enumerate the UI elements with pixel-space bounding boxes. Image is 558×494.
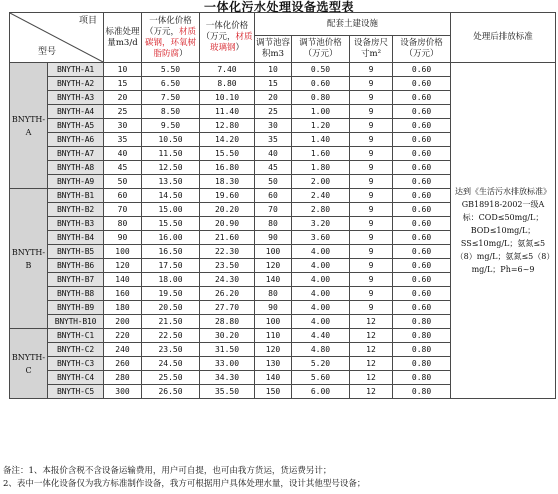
cell-room-size: 9 (350, 203, 393, 217)
cell-tank-price: 4.40 (292, 329, 350, 343)
cell-price-fiberglass: 7.40 (200, 63, 255, 77)
cell-price-fiberglass: 16.80 (200, 161, 255, 175)
header-corner-cell (10, 13, 104, 63)
cell-room-price: 0.60 (393, 203, 451, 217)
cell-capacity: 10 (104, 63, 142, 77)
cell-room-size: 9 (350, 91, 393, 105)
cell-model: BNYTH-B1 (48, 189, 104, 203)
corner-label-item: 项目 (78, 16, 97, 26)
cell-price-carbon-steel: 22.50 (142, 329, 200, 343)
cell-room-size: 9 (350, 175, 393, 189)
cell-capacity: 90 (104, 231, 142, 245)
cell-room-price: 0.60 (393, 77, 451, 91)
cell-room-price: 0.80 (393, 385, 451, 399)
cell-tank-price: 1.20 (292, 119, 350, 133)
cell-tank-price: 2.40 (292, 189, 350, 203)
cell-price-fiberglass: 21.60 (200, 231, 255, 245)
price-gfrp-material: 材质玻璃钢 (209, 32, 253, 53)
cell-room-price: 0.80 (393, 329, 451, 343)
cell-room-price: 0.60 (393, 231, 451, 245)
cell-room-price: 0.60 (393, 259, 451, 273)
cell-room-size: 9 (350, 63, 393, 77)
cell-tank-volume: 40 (255, 147, 292, 161)
cell-price-carbon-steel: 20.50 (142, 301, 200, 315)
cell-price-fiberglass: 31.50 (200, 343, 255, 357)
cell-room-price: 0.60 (393, 175, 451, 189)
cell-room-size: 9 (350, 301, 393, 315)
cell-model: BNYTH-C1 (48, 329, 104, 343)
col-header-room-size: 设备房尺寸m² (350, 36, 393, 63)
cell-capacity: 200 (104, 315, 142, 329)
cell-capacity: 40 (104, 147, 142, 161)
cell-tank-price: 2.80 (292, 203, 350, 217)
cell-room-price: 0.80 (393, 343, 451, 357)
cell-price-fiberglass: 20.90 (200, 217, 255, 231)
cell-price-carbon-steel: 6.50 (142, 77, 200, 91)
cell-price-fiberglass: 8.80 (200, 77, 255, 91)
table-body (10, 63, 556, 399)
cell-room-size: 9 (350, 287, 393, 301)
cell-capacity: 180 (104, 301, 142, 315)
cell-tank-price: 4.00 (292, 287, 350, 301)
cell-capacity: 100 (104, 245, 142, 259)
cell-room-size: 9 (350, 273, 393, 287)
cell-model: BNYTH-B10 (48, 315, 104, 329)
cell-room-price: 0.80 (393, 371, 451, 385)
col-header-discharge-standard: 处理后排放标准 (451, 13, 556, 63)
cell-price-fiberglass: 22.30 (200, 245, 255, 259)
cell-tank-volume: 70 (255, 203, 292, 217)
cell-tank-price: 4.00 (292, 259, 350, 273)
cell-model: BNYTH-B4 (48, 231, 104, 245)
cell-tank-volume: 150 (255, 385, 292, 399)
cell-tank-volume: 140 (255, 371, 292, 385)
cell-capacity: 280 (104, 371, 142, 385)
cell-room-price: 0.80 (393, 315, 451, 329)
cell-capacity: 260 (104, 357, 142, 371)
cell-tank-volume: 80 (255, 287, 292, 301)
col-header-room-price: 设备房价格（万元） (393, 36, 451, 63)
cell-room-price: 0.60 (393, 105, 451, 119)
cell-price-carbon-steel: 5.50 (142, 63, 200, 77)
cell-room-price: 0.60 (393, 63, 451, 77)
cell-capacity: 160 (104, 287, 142, 301)
cell-tank-price: 3.20 (292, 217, 350, 231)
cell-capacity: 300 (104, 385, 142, 399)
cell-room-size: 9 (350, 217, 393, 231)
cell-tank-volume: 15 (255, 77, 292, 91)
cell-price-carbon-steel: 7.50 (142, 91, 200, 105)
cell-tank-volume: 45 (255, 161, 292, 175)
cell-capacity: 20 (104, 91, 142, 105)
cell-tank-price: 4.00 (292, 273, 350, 287)
cell-tank-volume: 120 (255, 343, 292, 357)
col-header-tank-volume: 调节池容积m3 (255, 36, 292, 63)
cell-tank-volume: 80 (255, 217, 292, 231)
note-line-2: 2、表中一体化设备仅为我方标准制作设备，我方可根据用户具体处理水量，设计其他型号设备； (3, 479, 366, 489)
corner-label-model: 型号 (38, 47, 57, 57)
cell-tank-price: 5.20 (292, 357, 350, 371)
cell-price-fiberglass: 12.80 (200, 119, 255, 133)
cell-tank-price: 3.60 (292, 231, 350, 245)
cell-tank-volume: 35 (255, 133, 292, 147)
cell-price-fiberglass: 14.20 (200, 133, 255, 147)
cell-price-fiberglass: 26.20 (200, 287, 255, 301)
cell-tank-price: 0.50 (292, 63, 350, 77)
cell-tank-volume: 140 (255, 273, 292, 287)
cell-room-price: 0.60 (393, 133, 451, 147)
cell-room-price: 0.60 (393, 217, 451, 231)
cell-tank-price: 1.00 (292, 105, 350, 119)
cell-room-size: 9 (350, 189, 393, 203)
series-cell: BNYTH-A (10, 63, 48, 189)
col-header-tank-price: 调节池价格（万元） (292, 36, 350, 63)
cell-price-carbon-steel: 26.50 (142, 385, 200, 399)
cell-price-fiberglass: 11.40 (200, 105, 255, 119)
price-gfrp-label: 一体化价格（万元， (201, 21, 249, 42)
note-line-1: 备注：1、本报价含税不含设备运输费用，用户可自提，也可由我方货运，货运费另计； (3, 466, 332, 476)
cell-room-size: 9 (350, 259, 393, 273)
cell-capacity: 35 (104, 133, 142, 147)
page-title: 一体化污水处理设备选型表 (203, 0, 354, 14)
cell-tank-price: 0.80 (292, 91, 350, 105)
price-gfrp-close: ） (235, 43, 245, 53)
cell-room-size: 9 (350, 245, 393, 259)
cell-model: BNYTH-A7 (48, 147, 104, 161)
cell-capacity: 25 (104, 105, 142, 119)
cell-tank-volume: 100 (255, 315, 292, 329)
cell-tank-price: 0.60 (292, 77, 350, 91)
cell-model: BNYTH-B8 (48, 287, 104, 301)
price-cs-close: ） (179, 48, 188, 59)
cell-room-size: 9 (350, 231, 393, 245)
col-header-capacity: 标准处理量m3/d (104, 13, 142, 63)
cell-price-carbon-steel: 16.50 (142, 245, 200, 259)
cell-model: BNYTH-B3 (48, 217, 104, 231)
col-header-price-fiberglass (200, 13, 255, 63)
cell-tank-price: 4.00 (292, 245, 350, 259)
cell-tank-price: 4.80 (292, 343, 350, 357)
cell-price-carbon-steel: 10.50 (142, 133, 200, 147)
cell-tank-price: 5.60 (292, 371, 350, 385)
discharge-standard-text: 达到《生活污水排放标准》GB18918-2002一级A标：COD≤50mg/L；BOD≤10mg/L；SS≤10mg/L；氨氮≤5（8）mg/L；氨氮≤5（8）mg/L；Ph=6~9 (451, 63, 556, 399)
cell-room-price: 0.60 (393, 287, 451, 301)
col-header-price-carbon-steel (142, 13, 200, 63)
cell-capacity: 220 (104, 329, 142, 343)
cell-price-fiberglass: 19.60 (200, 189, 255, 203)
col-header-civil-facilities: 配套土建设施 (255, 13, 451, 36)
price-cs-label: 一体化价格（万元， (144, 15, 192, 37)
cell-tank-price: 2.00 (292, 175, 350, 189)
cell-price-carbon-steel: 19.50 (142, 287, 200, 301)
cell-room-price: 0.60 (393, 189, 451, 203)
cell-model: BNYTH-A6 (48, 133, 104, 147)
cell-model: BNYTH-B7 (48, 273, 104, 287)
cell-room-price: 0.60 (393, 161, 451, 175)
cell-model: BNYTH-C3 (48, 357, 104, 371)
cell-model: BNYTH-A4 (48, 105, 104, 119)
cell-price-fiberglass: 23.50 (200, 259, 255, 273)
cell-room-size: 12 (350, 357, 393, 371)
cell-tank-volume: 120 (255, 259, 292, 273)
cell-price-carbon-steel: 23.50 (142, 343, 200, 357)
cell-model: BNYTH-B2 (48, 203, 104, 217)
cell-capacity: 240 (104, 343, 142, 357)
cell-price-fiberglass: 18.30 (200, 175, 255, 189)
cell-room-size: 12 (350, 385, 393, 399)
cell-price-carbon-steel: 15.50 (142, 217, 200, 231)
cell-price-carbon-steel: 25.50 (142, 371, 200, 385)
cell-room-price: 0.60 (393, 119, 451, 133)
cell-price-carbon-steel: 21.50 (142, 315, 200, 329)
cell-tank-volume: 90 (255, 231, 292, 245)
cell-room-price: 0.60 (393, 301, 451, 315)
cell-room-price: 0.60 (393, 147, 451, 161)
series-cell: BNYTH-B (10, 189, 48, 329)
cell-model: BNYTH-A9 (48, 175, 104, 189)
cell-price-carbon-steel: 12.50 (142, 161, 200, 175)
cell-model: BNYTH-C5 (48, 385, 104, 399)
cell-price-fiberglass: 20.20 (200, 203, 255, 217)
cell-price-carbon-steel: 17.50 (142, 259, 200, 273)
cell-room-size: 9 (350, 161, 393, 175)
cell-price-fiberglass: 28.80 (200, 315, 255, 329)
cell-model: BNYTH-A1 (48, 63, 104, 77)
cell-price-carbon-steel: 11.50 (142, 147, 200, 161)
cell-price-fiberglass: 15.50 (200, 147, 255, 161)
cell-price-fiberglass: 30.20 (200, 329, 255, 343)
cell-room-size: 12 (350, 315, 393, 329)
cell-room-size: 12 (350, 371, 393, 385)
series-cell: BNYTH-C (10, 329, 48, 399)
cell-tank-volume: 50 (255, 175, 292, 189)
cell-tank-volume: 20 (255, 91, 292, 105)
cell-price-fiberglass: 10.10 (200, 91, 255, 105)
cell-room-size: 9 (350, 147, 393, 161)
cell-model: BNYTH-C2 (48, 343, 104, 357)
cell-tank-volume: 30 (255, 119, 292, 133)
cell-tank-volume: 60 (255, 189, 292, 203)
cell-tank-price: 4.00 (292, 315, 350, 329)
cell-capacity: 50 (104, 175, 142, 189)
cell-capacity: 30 (104, 119, 142, 133)
cell-room-price: 0.60 (393, 273, 451, 287)
cell-tank-price: 1.80 (292, 161, 350, 175)
cell-price-carbon-steel: 24.50 (142, 357, 200, 371)
cell-model: BNYTH-B9 (48, 301, 104, 315)
cell-price-fiberglass: 34.30 (200, 371, 255, 385)
cell-room-size: 12 (350, 343, 393, 357)
cell-model: BNYTH-A2 (48, 77, 104, 91)
cell-price-carbon-steel: 9.50 (142, 119, 200, 133)
price-cs-material: 材质碳钢，环氧树脂防腐 (144, 26, 197, 59)
cell-capacity: 120 (104, 259, 142, 273)
cell-price-carbon-steel: 14.50 (142, 189, 200, 203)
table-row (10, 63, 556, 77)
cell-model: BNYTH-C4 (48, 371, 104, 385)
cell-tank-volume: 130 (255, 357, 292, 371)
cell-tank-price: 4.00 (292, 301, 350, 315)
cell-tank-price: 1.40 (292, 133, 350, 147)
cell-model: BNYTH-A8 (48, 161, 104, 175)
cell-capacity: 140 (104, 273, 142, 287)
cell-capacity: 45 (104, 161, 142, 175)
notes (3, 465, 555, 491)
cell-capacity: 80 (104, 217, 142, 231)
cell-price-carbon-steel: 15.00 (142, 203, 200, 217)
cell-model: BNYTH-B5 (48, 245, 104, 259)
cell-capacity: 60 (104, 189, 142, 203)
cell-tank-volume: 90 (255, 301, 292, 315)
cell-price-carbon-steel: 8.50 (142, 105, 200, 119)
cell-tank-price: 6.00 (292, 385, 350, 399)
cell-price-fiberglass: 24.30 (200, 273, 255, 287)
cell-room-size: 9 (350, 133, 393, 147)
cell-price-fiberglass: 27.70 (200, 301, 255, 315)
cell-price-carbon-steel: 13.50 (142, 175, 200, 189)
cell-price-carbon-steel: 18.00 (142, 273, 200, 287)
selection-table (9, 12, 556, 399)
cell-price-carbon-steel: 16.00 (142, 231, 200, 245)
cell-room-price: 0.80 (393, 357, 451, 371)
cell-price-fiberglass: 35.50 (200, 385, 255, 399)
cell-capacity: 15 (104, 77, 142, 91)
cell-room-size: 12 (350, 329, 393, 343)
cell-room-price: 0.60 (393, 245, 451, 259)
cell-tank-volume: 100 (255, 245, 292, 259)
cell-tank-volume: 110 (255, 329, 292, 343)
cell-model: BNYTH-A5 (48, 119, 104, 133)
cell-model: BNYTH-B6 (48, 259, 104, 273)
cell-model: BNYTH-A3 (48, 91, 104, 105)
cell-room-price: 0.60 (393, 91, 451, 105)
cell-tank-price: 1.60 (292, 147, 350, 161)
cell-room-size: 9 (350, 105, 393, 119)
cell-price-fiberglass: 33.00 (200, 357, 255, 371)
cell-tank-volume: 25 (255, 105, 292, 119)
cell-room-size: 9 (350, 119, 393, 133)
cell-tank-volume: 10 (255, 63, 292, 77)
cell-capacity: 70 (104, 203, 142, 217)
cell-room-size: 9 (350, 77, 393, 91)
